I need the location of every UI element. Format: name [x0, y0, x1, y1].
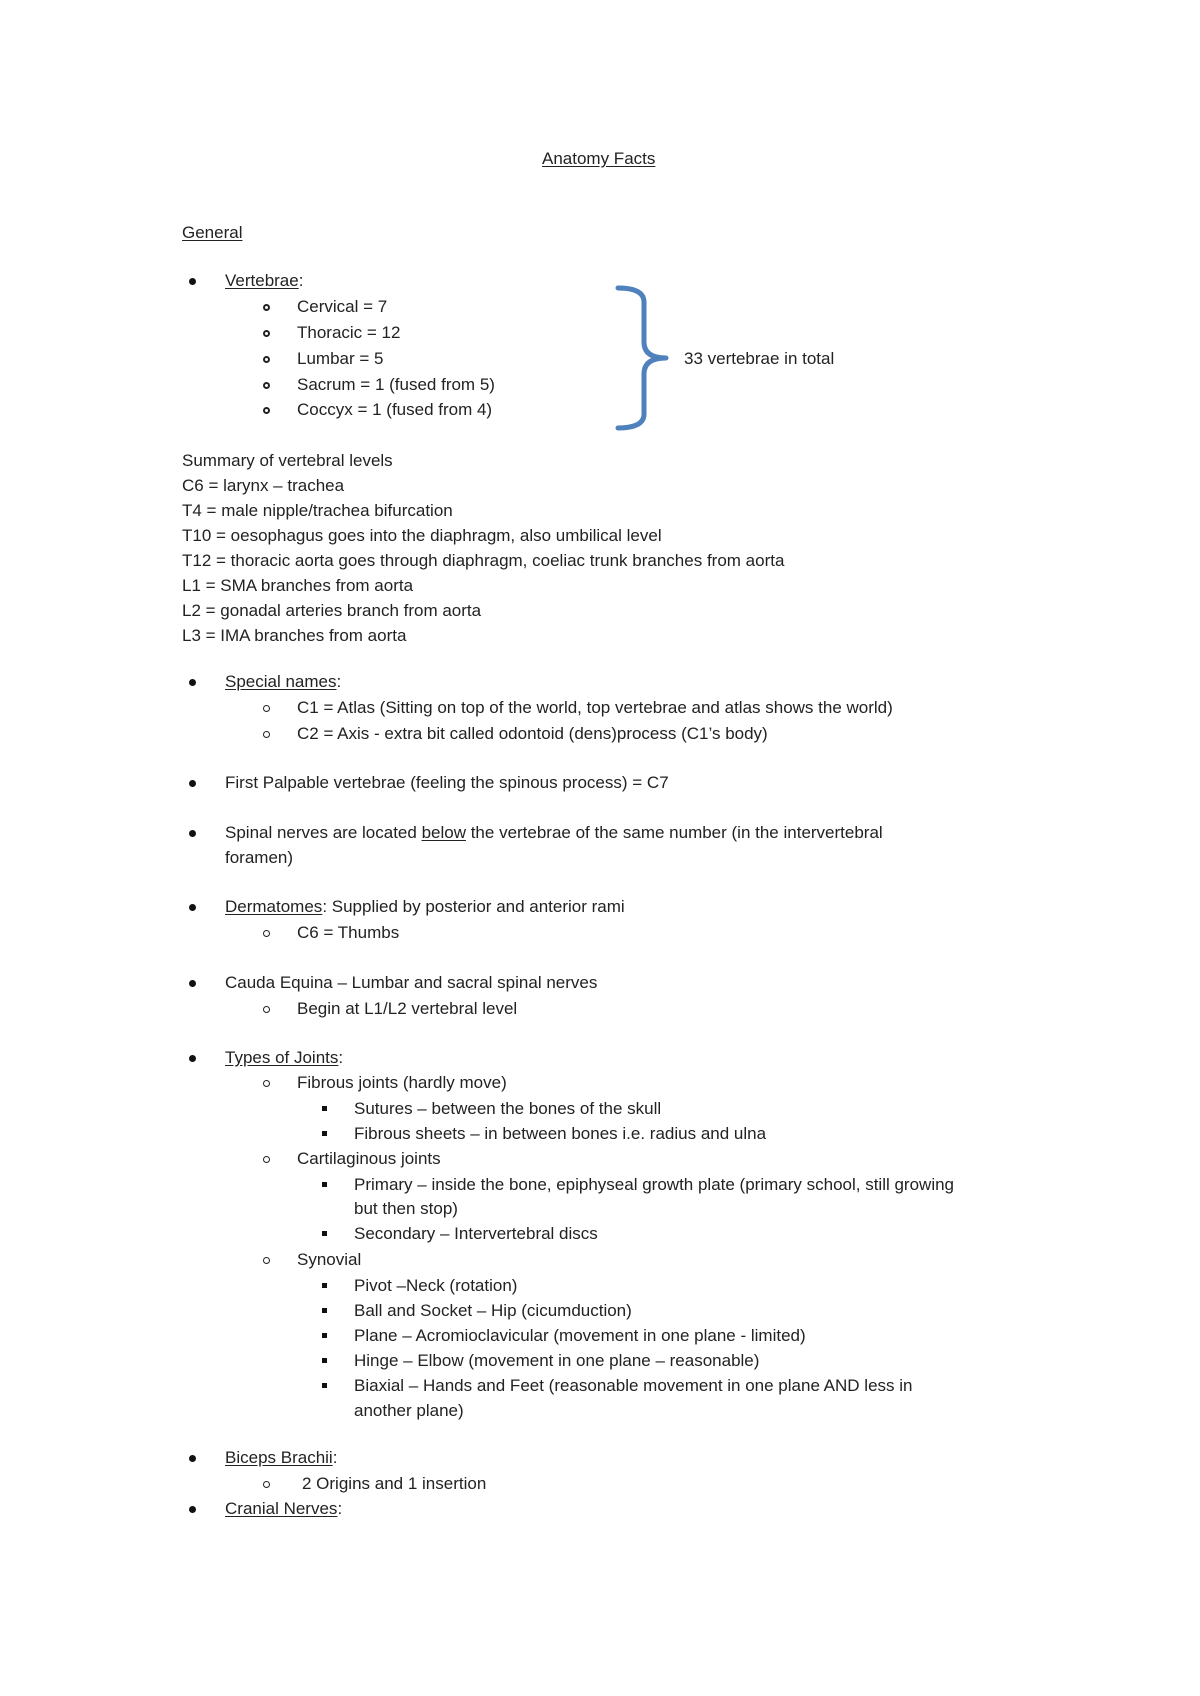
square-bullet-icon — [322, 1231, 327, 1236]
summary-line: L3 = IMA branches from aorta — [182, 626, 407, 645]
section-heading: General — [182, 223, 243, 242]
summary-line: T4 = male nipple/trachea bifurcation — [182, 501, 453, 520]
fibrous-joints-label: Fibrous joints (hardly move) — [297, 1073, 507, 1092]
square-bullet-icon — [322, 1106, 327, 1111]
dermatome-item: C6 = Thumbs — [297, 923, 400, 942]
vertebrae-heading: Vertebrae: — [225, 271, 304, 290]
circle-bullet-icon — [263, 1006, 270, 1013]
circle-bullet-icon — [263, 930, 270, 937]
square-bullet-icon — [322, 1131, 327, 1136]
summary-line: L1 = SMA branches from aorta — [182, 576, 414, 595]
circle-bullet-icon — [263, 382, 270, 389]
cartilaginous-item: Secondary – Intervertebral discs — [354, 1224, 598, 1243]
square-bullet-icon — [322, 1182, 327, 1187]
cartilaginous-item: Primary – inside the bone, epiphyseal growth plate (primary school, still growing — [354, 1175, 955, 1194]
special-name-item: C2 = Axis - extra bit called odontoid (dens)process (C1’s body) — [297, 724, 768, 743]
square-bullet-icon — [322, 1308, 327, 1313]
vertebrae-item: Thoracic = 12 — [297, 323, 401, 342]
summary-line: L2 = gonadal arteries branch from aorta — [182, 601, 482, 620]
summary-line: C6 = larynx – trachea — [182, 476, 345, 495]
spinal-nerves-text: Spinal nerves are located below the vertebrae of the same number (in the intervertebral — [225, 823, 883, 842]
special-name-item: C1 = Atlas (Sitting on top of the world, top vertebrae and atlas shows the world) — [297, 698, 893, 717]
spinal-nerves-text-cont: foramen) — [225, 848, 294, 867]
circle-bullet-icon — [263, 330, 270, 337]
summary-heading: Summary of vertebral levels — [182, 451, 393, 470]
cranial-nerves-heading: Cranial Nerves: — [225, 1499, 343, 1518]
biceps-heading: Biceps Brachii: — [225, 1448, 338, 1467]
cartilaginous-item-cont: but then stop) — [354, 1199, 458, 1218]
first-palpable-text: First Palpable vertebrae (feeling the spinous process) = C7 — [225, 773, 669, 792]
synovial-item: Biaxial – Hands and Feet (reasonable movement in one plane AND less in — [354, 1376, 913, 1395]
circle-bullet-icon — [263, 1080, 270, 1087]
vertebrae-item: Coccyx = 1 (fused from 4) — [297, 400, 493, 419]
biceps-item: 2 Origins and 1 insertion — [302, 1474, 487, 1493]
synovial-item: Hinge – Elbow (movement in one plane – reasonable) — [354, 1351, 760, 1370]
bullet-icon — [189, 679, 196, 686]
square-bullet-icon — [322, 1358, 327, 1363]
vertebrae-total-note: 33 vertebrae in total — [684, 349, 835, 368]
bullet-icon — [189, 780, 196, 787]
bullet-icon — [189, 278, 196, 285]
bullet-icon — [189, 904, 196, 911]
page-title: Anatomy Facts — [542, 149, 656, 168]
bullet-icon — [189, 830, 196, 837]
bullet-icon — [189, 1506, 196, 1513]
synovial-item: Plane – Acromioclavicular (movement in one plane - limited) — [354, 1326, 806, 1345]
circle-bullet-icon — [263, 731, 270, 738]
cauda-equina-text: Cauda Equina – Lumbar and sacral spinal nerves — [225, 973, 598, 992]
circle-bullet-icon — [263, 705, 270, 712]
right-brace-icon — [610, 280, 670, 442]
bullet-icon — [189, 980, 196, 987]
circle-bullet-icon — [263, 304, 270, 311]
fibrous-item: Sutures – between the bones of the skull — [354, 1099, 662, 1118]
circle-bullet-icon — [263, 1481, 270, 1488]
synovial-joints-label: Synovial — [297, 1250, 362, 1269]
square-bullet-icon — [322, 1283, 327, 1288]
dermatomes-text: Dermatomes: Supplied by posterior and anterior rami — [225, 897, 625, 916]
bullet-icon — [189, 1055, 196, 1062]
circle-bullet-icon — [263, 1257, 270, 1264]
vertebrae-item: Lumbar = 5 — [297, 349, 384, 368]
square-bullet-icon — [322, 1333, 327, 1338]
synovial-item: Ball and Socket – Hip (cicumduction) — [354, 1301, 632, 1320]
cartilaginous-joints-label: Cartilaginous joints — [297, 1149, 441, 1168]
joints-heading: Types of Joints: — [225, 1048, 344, 1067]
synovial-item-cont: another plane) — [354, 1401, 464, 1420]
circle-bullet-icon — [263, 407, 270, 414]
circle-bullet-icon — [263, 1156, 270, 1163]
bullet-icon — [189, 1455, 196, 1462]
vertebrae-item: Sacrum = 1 (fused from 5) — [297, 375, 495, 394]
special-names-heading: Special names: — [225, 672, 342, 691]
synovial-item: Pivot –Neck (rotation) — [354, 1276, 518, 1295]
square-bullet-icon — [322, 1383, 327, 1388]
summary-line: T10 = oesophagus goes into the diaphragm, also umbilical level — [182, 526, 662, 545]
circle-bullet-icon — [263, 356, 270, 363]
vertebrae-item: Cervical = 7 — [297, 297, 388, 316]
cauda-equina-item: Begin at L1/L2 vertebral level — [297, 999, 518, 1018]
fibrous-item: Fibrous sheets – in between bones i.e. radius and ulna — [354, 1124, 767, 1143]
summary-line: T12 = thoracic aorta goes through diaphragm, coeliac trunk branches from aorta — [182, 551, 785, 570]
